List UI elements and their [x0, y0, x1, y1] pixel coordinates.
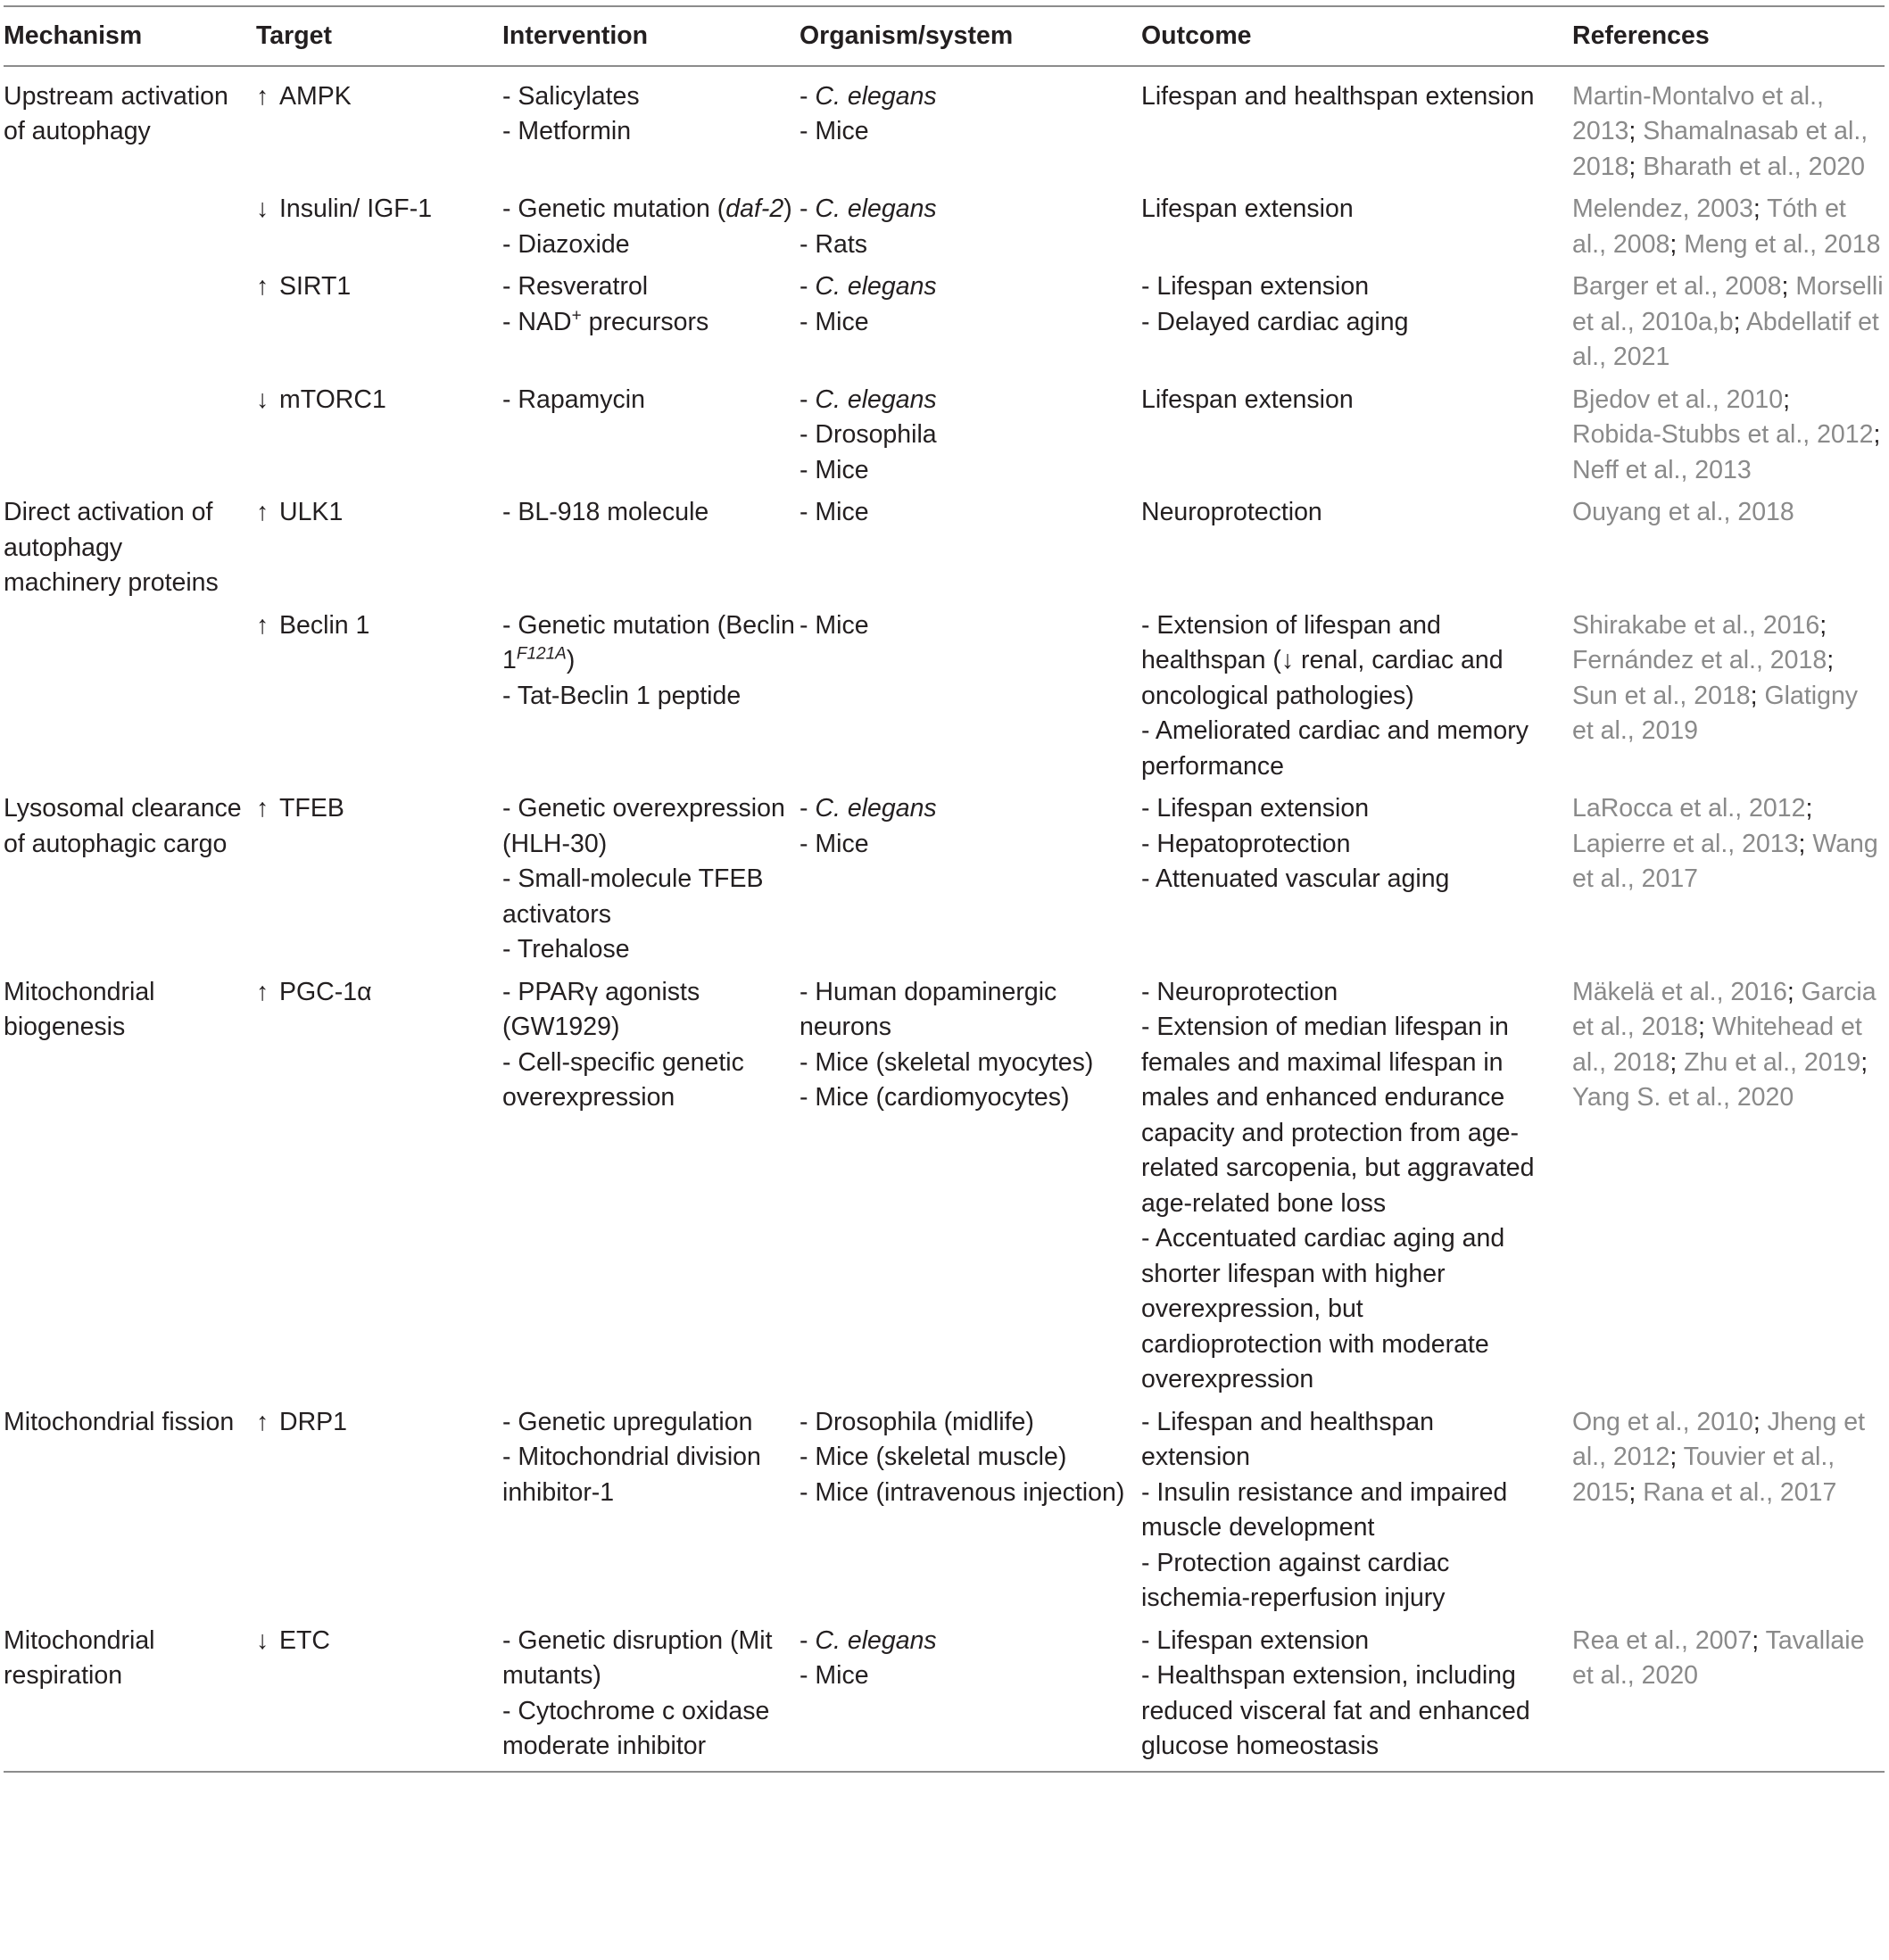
organism-item: - C. elegans	[800, 194, 937, 223]
reference-separator: ;	[1669, 1443, 1684, 1471]
reference-link[interactable]: Morselli et al., 2010a,b	[1572, 272, 1884, 336]
table-body	[4, 66, 1885, 1772]
cell-references	[1572, 1402, 1885, 1621]
reference-link[interactable]: Jheng et al., 2012	[1572, 1407, 1865, 1471]
reference-separator: ;	[1873, 420, 1881, 449]
intervention-item: - Diazoxide	[502, 229, 630, 259]
cell-organism	[800, 189, 1141, 267]
reference-separator: ;	[1628, 152, 1644, 181]
intervention-item: - Genetic mutation (daf-2)	[502, 194, 792, 223]
cell-outcome	[1141, 606, 1572, 790]
header-outcome: Outcome	[1141, 6, 1572, 66]
cell-mechanism	[4, 267, 256, 380]
cell-references	[1572, 972, 1885, 1402]
cell-mechanism: Lysosomal clearance of autophagic cargo	[4, 794, 242, 858]
cell-target	[256, 492, 502, 606]
cell-references	[1572, 380, 1885, 493]
organism-item: - Mice (intravenous injection)	[800, 1477, 1125, 1507]
reference-separator: ;	[1860, 1047, 1868, 1077]
cell-references	[1572, 789, 1885, 972]
outcome-item: - Lifespan extension	[1141, 794, 1370, 823]
reference-separator: ;	[1750, 681, 1765, 710]
reference-link[interactable]: Melendez, 2003	[1572, 194, 1753, 223]
cell-intervention	[502, 189, 800, 267]
target-label: PGC-1α	[279, 977, 372, 1006]
outcome-item: - Extension of median lifespan in females and maximal lifespan in males and enhanced endurance capacity and protection from age-related sarcopenia, but aggravated age-related bone loss	[1141, 1013, 1535, 1218]
cell-outcome	[1141, 267, 1572, 380]
reference-link[interactable]: Yang S. et al., 2020	[1572, 1083, 1794, 1112]
cell-target	[256, 972, 502, 1402]
reference-separator: ;	[1752, 1407, 1768, 1436]
target-label: DRP1	[279, 1407, 348, 1436]
outcome-item: - Extension of lifespan and healthspan (↓ renal, cardiac and oncological pathologies)	[1141, 610, 1504, 710]
reference-link[interactable]: Barger et al., 2008	[1572, 272, 1782, 301]
cell-references	[1572, 189, 1885, 267]
organism-item: - Drosophila	[800, 420, 937, 449]
cell-intervention	[502, 1621, 800, 1772]
cell-intervention	[502, 1402, 800, 1621]
reference-separator: ;	[1781, 272, 1796, 301]
reference-link[interactable]: Abdellatif et al., 2021	[1572, 307, 1879, 371]
outcome-item: Neuroprotection	[1141, 498, 1322, 526]
cell-intervention	[502, 380, 800, 493]
reference-link[interactable]: LaRocca et al., 2012	[1572, 794, 1806, 823]
intervention-item: - Genetic disruption (Mit mutants)	[502, 1625, 773, 1690]
reference-separator: ;	[1798, 829, 1813, 858]
reference-link[interactable]: Meng et al., 2018	[1684, 229, 1881, 259]
up-arrow-icon: ↑	[256, 1407, 269, 1436]
intervention-item: - Small-molecule TFEB activators	[502, 864, 764, 929]
outcome-item: - Ameliorated cardiac and memory performance	[1141, 716, 1529, 781]
reference-separator: ;	[1669, 229, 1685, 259]
reference-separator: ;	[1783, 385, 1791, 414]
table-row	[4, 380, 1885, 493]
target-label: TFEB	[279, 794, 344, 823]
cell-mechanism: Mitochondrial respiration	[4, 1621, 256, 1772]
cell-intervention	[502, 492, 800, 606]
table-row	[4, 1621, 1885, 1772]
organism-item: - Mice (skeletal muscle)	[800, 1443, 1067, 1471]
organism-species: C. elegans	[815, 794, 937, 823]
reference-link[interactable]: Mäkelä et al., 2016	[1572, 977, 1787, 1006]
organism-species: C. elegans	[815, 81, 937, 111]
cell-intervention	[502, 267, 800, 380]
organism-item: - Mice (skeletal myocytes)	[800, 1047, 1094, 1077]
cell-outcome	[1141, 189, 1572, 267]
reference-link[interactable]: Wang et al., 2017	[1572, 829, 1878, 893]
cell-target	[256, 189, 502, 267]
intervention-item: - Trehalose	[502, 935, 630, 963]
reference-link[interactable]: Rea et al., 2007	[1572, 1625, 1752, 1655]
cell-organism	[800, 972, 1141, 1402]
cell-mechanism: Direct activation of autophagy machinery proteins	[4, 498, 219, 597]
cell-organism	[800, 267, 1141, 380]
reference-separator: ;	[1628, 117, 1644, 145]
cell-target	[256, 267, 502, 380]
outcome-item: - Lifespan extension	[1141, 272, 1370, 301]
header-row	[4, 6, 1885, 66]
cell-mechanism: Mitochondrial fission	[4, 1407, 235, 1436]
reference-link[interactable]: Sun et al., 2018	[1572, 681, 1751, 710]
outcome-item: - Insulin resistance and impaired muscle development	[1141, 1477, 1508, 1542]
table-row	[4, 189, 1885, 267]
cell-organism	[800, 66, 1141, 190]
cell-references	[1572, 492, 1885, 606]
cell-target	[256, 1621, 502, 1772]
reference-link[interactable]: Robida-Stubbs et al., 2012	[1572, 420, 1874, 449]
reference-separator: ;	[1819, 610, 1827, 640]
organism-item: - C. elegans	[800, 385, 937, 414]
organism-item: - C. elegans	[800, 81, 937, 111]
cell-organism	[800, 1402, 1141, 1621]
data-table	[4, 5, 1885, 1773]
table-row	[4, 492, 1885, 606]
target-label: ULK1	[279, 498, 344, 526]
header-references: References	[1572, 6, 1885, 66]
intervention-item: - BL-918 molecule	[502, 498, 709, 526]
table-row	[4, 1402, 1885, 1621]
intervention-item: - Rapamycin	[502, 385, 645, 414]
cell-outcome	[1141, 380, 1572, 493]
reference-link[interactable]: Rana et al., 2017	[1643, 1477, 1837, 1507]
reference-separator: ;	[1669, 1047, 1685, 1077]
intervention-item: - Genetic overexpression (HLH-30)	[502, 794, 785, 858]
up-arrow-icon: ↑	[256, 610, 269, 640]
cell-target	[256, 1402, 502, 1621]
table-container	[4, 5, 1885, 1773]
outcome-item: - Neuroprotection	[1141, 977, 1338, 1006]
up-arrow-icon: ↑	[256, 977, 269, 1006]
target-label: ETC	[279, 1625, 330, 1655]
up-arrow-icon: ↑	[256, 498, 269, 526]
organism-item: - Rats	[800, 229, 868, 259]
table-row	[4, 789, 1885, 972]
reference-link[interactable]: Fernández et al., 2018	[1572, 646, 1827, 674]
outcome-item: Lifespan extension	[1141, 194, 1354, 223]
reference-link[interactable]: Bharath et al., 2020	[1643, 152, 1866, 181]
cell-intervention	[502, 789, 800, 972]
down-arrow-icon: ↓	[256, 385, 269, 414]
down-arrow-icon: ↓	[256, 1625, 269, 1655]
reference-separator: ;	[1698, 1013, 1712, 1041]
cell-intervention	[502, 606, 800, 790]
intervention-item: - Cytochrome c oxidase moderate inhibitor	[502, 1696, 770, 1760]
cell-references	[1572, 66, 1885, 190]
organism-item: - Mice	[800, 498, 869, 526]
cell-mechanism: Upstream activation of autophagy	[4, 81, 228, 145]
cell-mechanism	[4, 380, 256, 493]
outcome-item: - Lifespan extension	[1141, 1625, 1370, 1655]
target-label: Beclin 1	[279, 610, 370, 640]
organism-item: - Human dopaminergic neurons	[800, 977, 1057, 1041]
reference-link[interactable]: Shamalnasab et al., 2018	[1572, 117, 1868, 181]
reference-link[interactable]: Zhu et al., 2019	[1684, 1047, 1861, 1077]
reference-link[interactable]: Whitehead et al., 2018	[1572, 1013, 1862, 1077]
outcome-item: - Healthspan extension, including reduced visceral fat and enhanced glucose homeostasis	[1141, 1661, 1530, 1760]
cell-references	[1572, 1621, 1885, 1772]
up-arrow-icon: ↑	[256, 81, 269, 111]
organism-item: - Mice (cardiomyocytes)	[800, 1083, 1070, 1112]
intervention-item: - Genetic upregulation	[502, 1407, 753, 1436]
organism-item: - Mice	[800, 829, 869, 858]
reference-link[interactable]: Tóth et al., 2008	[1572, 194, 1846, 259]
cell-intervention	[502, 66, 800, 190]
header-intervention: Intervention	[502, 6, 800, 66]
reference-link[interactable]: Ouyang et al., 2018	[1572, 498, 1794, 526]
outcome-item: - Delayed cardiac aging	[1141, 307, 1409, 336]
reference-separator: ;	[1752, 194, 1768, 223]
cell-target	[256, 789, 502, 972]
down-arrow-icon: ↓	[256, 194, 269, 223]
organism-item: - Mice	[800, 455, 869, 484]
target-label: Insulin/ IGF-1	[279, 194, 433, 223]
table-row	[4, 267, 1885, 380]
intervention-item: - Metformin	[502, 117, 632, 145]
reference-separator: ;	[1786, 977, 1802, 1006]
header-target: Target	[256, 6, 502, 66]
table-row	[4, 972, 1885, 1402]
organism-species: C. elegans	[815, 1625, 937, 1655]
cell-outcome	[1141, 1621, 1572, 1772]
cell-target	[256, 606, 502, 790]
intervention-item: - Resveratrol	[502, 272, 649, 301]
target-label: SIRT1	[279, 272, 352, 301]
organism-item: - Drosophila (midlife)	[800, 1407, 1034, 1436]
organism-item: - C. elegans	[800, 794, 937, 823]
outcome-item: Lifespan and healthspan extension	[1141, 81, 1535, 111]
reference-link[interactable]: Neff et al., 2013	[1572, 455, 1752, 484]
intervention-item: - Cell-specific genetic overexpression	[502, 1047, 744, 1112]
organism-item: - C. elegans	[800, 1625, 937, 1655]
organism-item: - Mice	[800, 1661, 869, 1690]
cell-organism	[800, 380, 1141, 493]
intervention-item: - PPARγ agonists (GW1929)	[502, 977, 700, 1041]
organism-item: - C. elegans	[800, 272, 937, 301]
organism-species: C. elegans	[815, 272, 937, 301]
reference-separator: ;	[1733, 307, 1746, 336]
cell-mechanism	[4, 606, 256, 790]
intervention-item: - Salicylates	[502, 81, 640, 111]
reference-link[interactable]: Ong et al., 2010	[1572, 1407, 1753, 1436]
reference-link[interactable]: Tavallaie et al., 2020	[1572, 1625, 1865, 1690]
intervention-item: - NAD+ precursors	[502, 306, 709, 336]
reference-link[interactable]: Lapierre et al., 2013	[1572, 829, 1799, 858]
reference-separator: ;	[1827, 646, 1835, 674]
header-mechanism: Mechanism	[4, 6, 256, 66]
organism-item: - Mice	[800, 307, 869, 336]
cell-outcome	[1141, 1402, 1572, 1621]
up-arrow-icon: ↑	[256, 794, 269, 823]
intervention-item: - Mitochondrial division inhibitor-1	[502, 1443, 761, 1507]
intervention-item: - Tat-Beclin 1 peptide	[502, 681, 742, 710]
outcome-item: - Hepatoprotection	[1141, 829, 1351, 858]
up-arrow-icon: ↑	[256, 272, 269, 301]
table-row	[4, 606, 1885, 790]
cell-organism	[800, 789, 1141, 972]
cell-references	[1572, 606, 1885, 790]
cell-mechanism: Mitochondrial biogenesis	[4, 977, 155, 1041]
reference-link[interactable]: Glatigny et al., 2019	[1572, 681, 1859, 745]
cell-target	[256, 380, 502, 493]
reference-link[interactable]: Martin-Montalvo et al., 2013	[1572, 81, 1824, 145]
reference-link[interactable]: Bjedov et al., 2010	[1572, 385, 1784, 414]
target-label: AMPK	[279, 81, 352, 111]
outcome-item: - Protection against cardiac ischemia-reperfusion injury	[1141, 1548, 1450, 1612]
organism-species: C. elegans	[815, 194, 937, 223]
table-row	[4, 66, 1885, 190]
organism-item: - Mice	[800, 117, 869, 145]
header-organism: Organism/system	[800, 6, 1141, 66]
reference-separator: ;	[1805, 794, 1813, 823]
cell-mechanism	[4, 189, 256, 267]
outcome-item: Lifespan extension	[1141, 385, 1354, 414]
outcome-item: - Lifespan and healthspan extension	[1141, 1407, 1435, 1471]
cell-outcome	[1141, 66, 1572, 190]
reference-link[interactable]: Touvier et al., 2015	[1572, 1443, 1835, 1507]
cell-outcome	[1141, 972, 1572, 1402]
cell-outcome	[1141, 789, 1572, 972]
cell-outcome	[1141, 492, 1572, 606]
cell-organism	[800, 1621, 1141, 1772]
cell-intervention	[502, 972, 800, 1402]
outcome-item: - Attenuated vascular aging	[1141, 864, 1450, 893]
cell-target	[256, 66, 502, 190]
organism-item: - Mice	[800, 610, 869, 640]
target-label: mTORC1	[279, 385, 386, 414]
cell-organism	[800, 492, 1141, 606]
cell-references	[1572, 267, 1885, 380]
reference-separator: ;	[1628, 1477, 1644, 1507]
reference-link[interactable]: Shirakabe et al., 2016	[1572, 610, 1820, 640]
reference-link[interactable]: Garcia et al., 2018	[1572, 977, 1877, 1041]
reference-separator: ;	[1752, 1625, 1766, 1655]
cell-organism	[800, 606, 1141, 790]
outcome-item: - Accentuated cardiac aging and shorter lifespan with higher overexpression, but cardioprotection with moderate overexpression	[1141, 1224, 1505, 1394]
organism-species: C. elegans	[815, 385, 937, 414]
intervention-item: - Genetic mutation (Beclin $1^{F121A}$)	[502, 610, 795, 674]
